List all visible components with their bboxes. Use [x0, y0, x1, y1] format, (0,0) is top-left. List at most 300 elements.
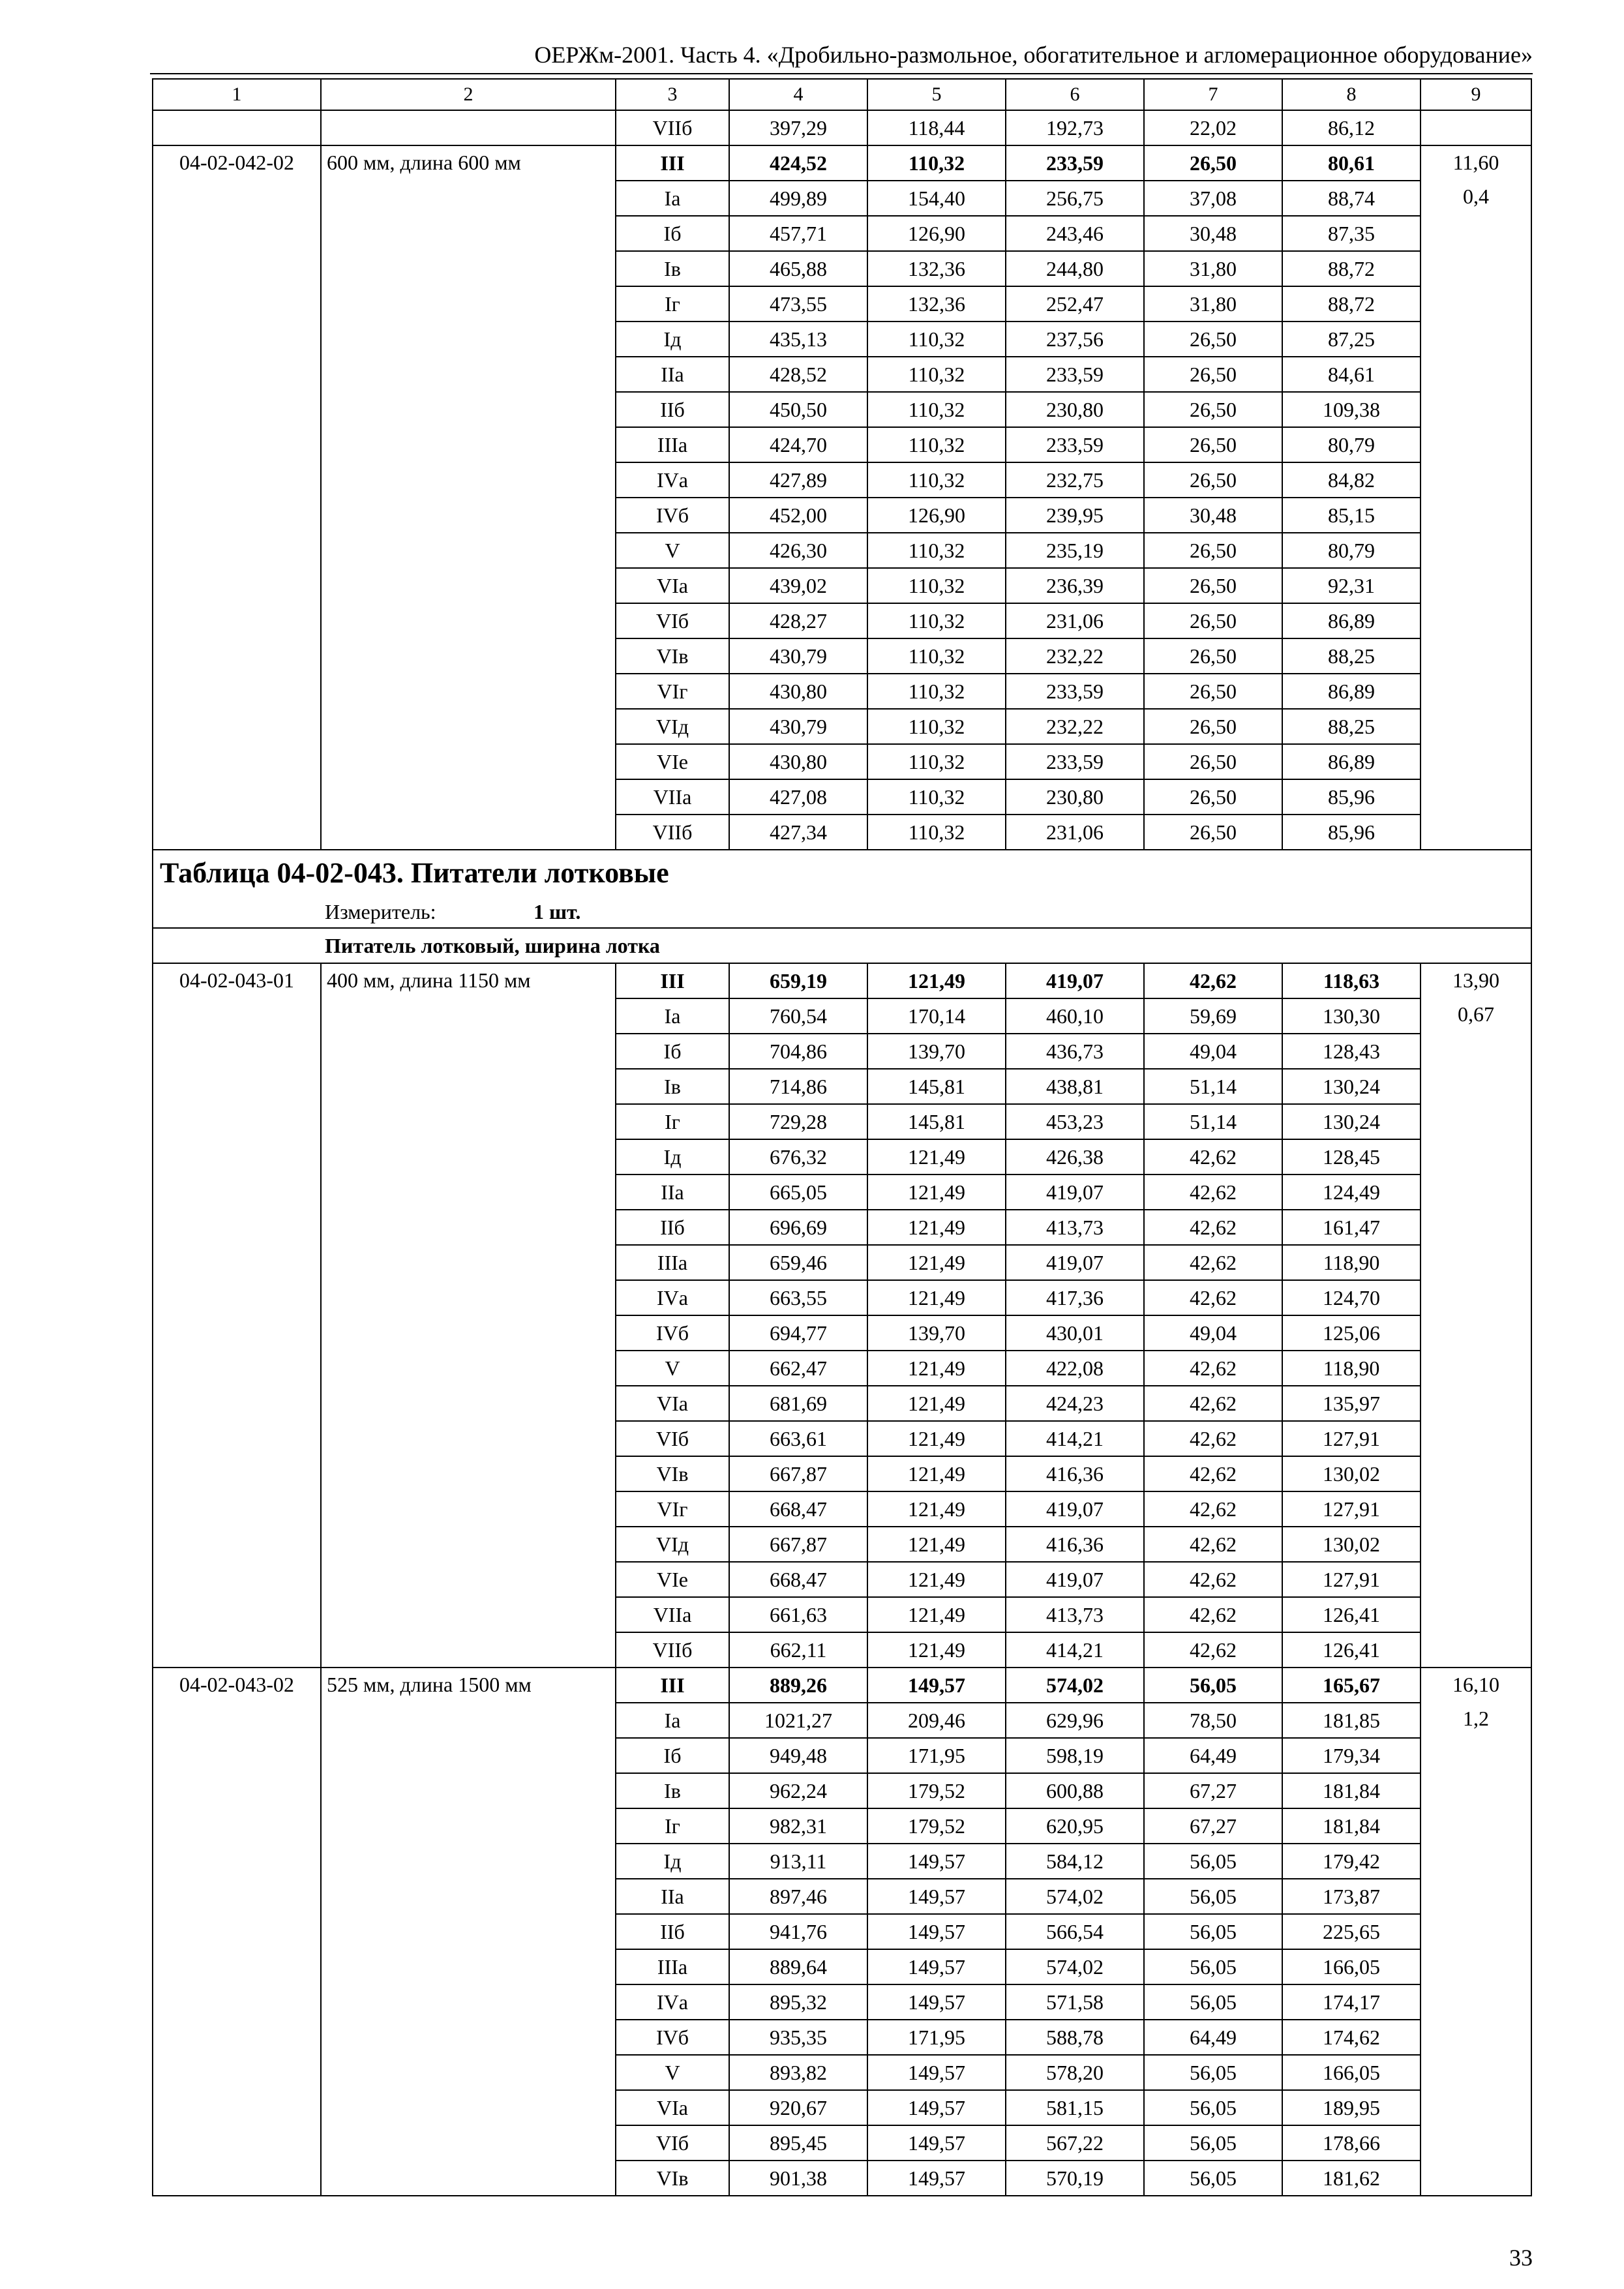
- value-cell: 26,50: [1144, 815, 1282, 850]
- zone-cell: IIб: [616, 392, 729, 427]
- value-cell: 729,28: [729, 1104, 867, 1139]
- value-cell: 31,80: [1144, 286, 1282, 322]
- value-cell: 181,84: [1282, 1773, 1421, 1808]
- value-cell: 696,69: [729, 1210, 867, 1245]
- value-cell: 49,04: [1144, 1034, 1282, 1069]
- value-cell: 51,14: [1144, 1104, 1282, 1139]
- value-cell: 51,14: [1144, 1069, 1282, 1104]
- value-cell: 166,05: [1282, 1949, 1421, 1984]
- value-cell: 179,52: [867, 1808, 1006, 1844]
- zone-cell: Iг: [616, 286, 729, 322]
- value-cell: 424,23: [1006, 1386, 1144, 1421]
- value-cell: 26,50: [1144, 145, 1282, 181]
- value-cell: 662,11: [729, 1632, 867, 1668]
- value-cell: 121,49: [867, 1386, 1006, 1421]
- value-cell: 110,32: [867, 779, 1006, 815]
- value-cell: 110,32: [867, 322, 1006, 357]
- zone-cell: Iа: [616, 998, 729, 1034]
- value-cell: 26,50: [1144, 427, 1282, 462]
- value-cell: 419,07: [1006, 963, 1144, 998]
- value-cell: 130,24: [1282, 1104, 1421, 1139]
- value-cell: 941,76: [729, 1914, 867, 1949]
- value-cell: 37,08: [1144, 181, 1282, 216]
- value-cell: 149,57: [867, 1949, 1006, 1984]
- zone-cell: IIIа: [616, 1245, 729, 1280]
- zone-cell: VIб: [616, 603, 729, 638]
- value-cell: 110,32: [867, 533, 1006, 568]
- value-cell: 26,50: [1144, 533, 1282, 568]
- column-number-row: [153, 79, 1531, 110]
- zone-cell: IVа: [616, 1984, 729, 2020]
- table-row: [153, 1668, 1531, 1703]
- value-cell: 121,49: [867, 1456, 1006, 1491]
- value-cell: 895,32: [729, 1984, 867, 2020]
- column-number: 2: [321, 79, 616, 110]
- value-cell: 42,62: [1144, 1386, 1282, 1421]
- meter-value: 1 шт.: [534, 900, 581, 923]
- value-cell: 714,86: [729, 1069, 867, 1104]
- zone-cell: IVб: [616, 2020, 729, 2055]
- value-cell: 694,77: [729, 1315, 867, 1351]
- value-cell: 574,02: [1006, 1949, 1144, 1984]
- value-cell: 110,32: [867, 427, 1006, 462]
- zone-cell: IIа: [616, 357, 729, 392]
- zone-cell: VIа: [616, 2090, 729, 2125]
- value-cell: 26,50: [1144, 779, 1282, 815]
- value-cell: 574,02: [1006, 1879, 1144, 1914]
- value-cell: 179,34: [1282, 1738, 1421, 1773]
- value-cell: 584,12: [1006, 1844, 1144, 1879]
- value-cell: 128,43: [1282, 1034, 1421, 1069]
- value-cell: 139,70: [867, 1034, 1006, 1069]
- value-cell: 80,61: [1282, 145, 1421, 181]
- value-cell: 889,26: [729, 1668, 867, 1703]
- value-cell: 86,89: [1282, 603, 1421, 638]
- value-cell: 430,80: [729, 744, 867, 779]
- value-cell: 413,73: [1006, 1597, 1144, 1632]
- page-number: 33: [1509, 2245, 1533, 2271]
- value-cell: 84,82: [1282, 462, 1421, 498]
- value-cell: 121,49: [867, 1351, 1006, 1386]
- group-title-row: [153, 928, 1531, 963]
- value-cell: 962,24: [729, 1773, 867, 1808]
- value-cell: 88,25: [1282, 638, 1421, 674]
- zone-cell: VIд: [616, 1527, 729, 1562]
- rates-table: [152, 78, 1532, 2196]
- zone-cell: Iв: [616, 251, 729, 286]
- value-cell: 397,29: [729, 110, 867, 145]
- value-cell: 760,54: [729, 998, 867, 1034]
- value-cell: 629,96: [1006, 1703, 1144, 1738]
- value-cell: 132,36: [867, 286, 1006, 322]
- zone-cell: Iа: [616, 181, 729, 216]
- value-cell: 620,95: [1006, 1808, 1144, 1844]
- zone-cell: IVа: [616, 1280, 729, 1315]
- value-cell: 121,49: [867, 1210, 1006, 1245]
- value-cell: 1021,27: [729, 1703, 867, 1738]
- value-cell: 426,38: [1006, 1139, 1144, 1174]
- zone-cell: VIIб: [616, 1632, 729, 1668]
- zone-cell: VIе: [616, 744, 729, 779]
- value-cell: 416,36: [1006, 1456, 1144, 1491]
- value-cell: 30,48: [1144, 216, 1282, 251]
- value-cell: 127,91: [1282, 1562, 1421, 1597]
- value-cell: 121,49: [867, 1597, 1006, 1632]
- zone-cell: IIа: [616, 1879, 729, 1914]
- value-cell: 149,57: [867, 1668, 1006, 1703]
- value-cell: 135,97: [1282, 1386, 1421, 1421]
- value-cell: 231,06: [1006, 815, 1144, 850]
- value-cell: 430,79: [729, 638, 867, 674]
- value-cell: 56,05: [1144, 1668, 1282, 1703]
- value-cell: 42,62: [1144, 1139, 1282, 1174]
- zone-cell: V: [616, 2055, 729, 2090]
- value-cell: 56,05: [1144, 1844, 1282, 1879]
- table-body-after: [153, 963, 1531, 2196]
- zone-cell: Iв: [616, 1069, 729, 1104]
- value-cell: 78,50: [1144, 1703, 1282, 1738]
- value-cell: 145,81: [867, 1104, 1006, 1139]
- value-cell: 173,87: [1282, 1879, 1421, 1914]
- value-cell: 121,49: [867, 1139, 1006, 1174]
- column-number: 4: [729, 79, 867, 110]
- rate-name-cell: 600 мм, длина 600 мм: [321, 145, 616, 850]
- value-cell: 920,67: [729, 2090, 867, 2125]
- value-cell: 121,49: [867, 1245, 1006, 1280]
- value-cell: 416,36: [1006, 1527, 1144, 1562]
- value-cell: 56,05: [1144, 1914, 1282, 1949]
- value-cell: 232,22: [1006, 709, 1144, 744]
- value-cell: 124,49: [1282, 1174, 1421, 1210]
- value-cell: 86,89: [1282, 674, 1421, 709]
- extra-value: 1,2: [1463, 1707, 1489, 1730]
- value-cell: 189,95: [1282, 2090, 1421, 2125]
- zone-cell: Iг: [616, 1808, 729, 1844]
- value-cell: 64,49: [1144, 2020, 1282, 2055]
- value-cell: 126,90: [867, 498, 1006, 533]
- rate-name-cell: [321, 110, 616, 145]
- zone-cell: Iб: [616, 1034, 729, 1069]
- value-cell: 80,79: [1282, 427, 1421, 462]
- value-cell: 85,15: [1282, 498, 1421, 533]
- value-cell: 659,19: [729, 963, 867, 998]
- group-title: Питатель лотковый, ширина лотка: [325, 934, 660, 957]
- value-cell: 704,86: [729, 1034, 867, 1069]
- value-cell: 165,67: [1282, 1668, 1421, 1703]
- value-cell: 567,22: [1006, 2125, 1144, 2161]
- value-cell: 124,70: [1282, 1280, 1421, 1315]
- table-row: [153, 963, 1531, 998]
- extra-value: 0,4: [1463, 185, 1489, 208]
- value-cell: 178,66: [1282, 2125, 1421, 2161]
- value-cell: 588,78: [1006, 2020, 1144, 2055]
- value-cell: 86,12: [1282, 110, 1421, 145]
- column-number: 5: [867, 79, 1006, 110]
- value-cell: 901,38: [729, 2161, 867, 2196]
- value-cell: 88,72: [1282, 251, 1421, 286]
- value-cell: 417,36: [1006, 1280, 1144, 1315]
- value-cell: 42,62: [1144, 1632, 1282, 1668]
- value-cell: 192,73: [1006, 110, 1144, 145]
- extra-value: 0,67: [1458, 1002, 1494, 1026]
- value-cell: 225,65: [1282, 1914, 1421, 1949]
- value-cell: 419,07: [1006, 1562, 1144, 1597]
- value-cell: 42,62: [1144, 1597, 1282, 1632]
- value-cell: 42,62: [1144, 1562, 1282, 1597]
- value-cell: 56,05: [1144, 2125, 1282, 2161]
- value-cell: 139,70: [867, 1315, 1006, 1351]
- zone-cell: Iд: [616, 1844, 729, 1879]
- value-cell: 578,20: [1006, 2055, 1144, 2090]
- rate-code-cell: [153, 110, 321, 145]
- zone-cell: V: [616, 533, 729, 568]
- value-cell: 243,46: [1006, 216, 1144, 251]
- value-cell: 453,23: [1006, 1104, 1144, 1139]
- value-cell: 239,95: [1006, 498, 1144, 533]
- value-cell: 110,32: [867, 357, 1006, 392]
- value-cell: 128,45: [1282, 1139, 1421, 1174]
- zone-cell: IIб: [616, 1914, 729, 1949]
- value-cell: 171,95: [867, 1738, 1006, 1773]
- value-cell: 85,96: [1282, 779, 1421, 815]
- value-cell: 166,05: [1282, 2055, 1421, 2090]
- zone-cell: Iв: [616, 1773, 729, 1808]
- value-cell: 435,13: [729, 322, 867, 357]
- value-cell: 154,40: [867, 181, 1006, 216]
- value-cell: 473,55: [729, 286, 867, 322]
- value-cell: 42,62: [1144, 1456, 1282, 1491]
- value-cell: 181,85: [1282, 1703, 1421, 1738]
- value-cell: 230,80: [1006, 779, 1144, 815]
- value-cell: 127,91: [1282, 1421, 1421, 1456]
- value-cell: 42,62: [1144, 1421, 1282, 1456]
- zone-cell: IIа: [616, 1174, 729, 1210]
- column-number: 3: [616, 79, 729, 110]
- value-cell: 126,41: [1282, 1632, 1421, 1668]
- rate-name-cell: 525 мм, длина 1500 мм: [321, 1668, 616, 2196]
- table-row: [153, 145, 1531, 181]
- value-cell: 88,25: [1282, 709, 1421, 744]
- value-cell: 566,54: [1006, 1914, 1144, 1949]
- section-title: Таблица 04-02-043. Питатели лотковые: [153, 850, 1531, 896]
- value-cell: 181,84: [1282, 1808, 1421, 1844]
- value-cell: 110,32: [867, 568, 1006, 603]
- value-cell: 110,32: [867, 462, 1006, 498]
- value-cell: 26,50: [1144, 744, 1282, 779]
- value-cell: 424,52: [729, 145, 867, 181]
- value-cell: 149,57: [867, 1914, 1006, 1949]
- value-cell: 426,30: [729, 533, 867, 568]
- value-cell: 236,39: [1006, 568, 1144, 603]
- zone-cell: VIIб: [616, 110, 729, 145]
- value-cell: 663,61: [729, 1421, 867, 1456]
- zone-cell: VIе: [616, 1562, 729, 1597]
- value-cell: 121,49: [867, 1632, 1006, 1668]
- value-cell: 913,11: [729, 1844, 867, 1879]
- value-cell: 181,62: [1282, 2161, 1421, 2196]
- value-cell: 457,71: [729, 216, 867, 251]
- value-cell: 600,88: [1006, 1773, 1144, 1808]
- value-cell: 26,50: [1144, 638, 1282, 674]
- value-cell: 132,36: [867, 251, 1006, 286]
- value-cell: 231,06: [1006, 603, 1144, 638]
- value-cell: 56,05: [1144, 1879, 1282, 1914]
- value-cell: 88,72: [1282, 286, 1421, 322]
- value-cell: 430,01: [1006, 1315, 1144, 1351]
- zone-cell: VIа: [616, 568, 729, 603]
- value-cell: 42,62: [1144, 1351, 1282, 1386]
- value-cell: 110,32: [867, 709, 1006, 744]
- value-cell: 56,05: [1144, 2090, 1282, 2125]
- value-cell: 174,17: [1282, 1984, 1421, 2020]
- value-cell: 430,79: [729, 709, 867, 744]
- zone-cell: IVб: [616, 498, 729, 533]
- value-cell: 161,47: [1282, 1210, 1421, 1245]
- column-number: 1: [153, 79, 321, 110]
- value-cell: 676,32: [729, 1139, 867, 1174]
- running-header: ОЕРЖм-2001. Часть 4. «Дробильно-размольное, обогатительное и агломерационное оборудование»: [534, 42, 1533, 68]
- value-cell: 88,74: [1282, 181, 1421, 216]
- value-cell: 949,48: [729, 1738, 867, 1773]
- value-cell: 42,62: [1144, 1174, 1282, 1210]
- value-cell: 574,02: [1006, 1668, 1144, 1703]
- zone-cell: VIIб: [616, 815, 729, 850]
- value-cell: 436,73: [1006, 1034, 1144, 1069]
- extra-cell: [1421, 1668, 1531, 2196]
- value-cell: 233,59: [1006, 674, 1144, 709]
- value-cell: 233,59: [1006, 357, 1144, 392]
- value-cell: 413,73: [1006, 1210, 1144, 1245]
- table-043-heading: [153, 850, 1531, 963]
- value-cell: 174,62: [1282, 2020, 1421, 2055]
- value-cell: 42,62: [1144, 963, 1282, 998]
- value-cell: 130,30: [1282, 998, 1421, 1034]
- meter-label: Измеритель:: [325, 900, 436, 923]
- extra-cell: [1421, 145, 1531, 850]
- value-cell: 59,69: [1144, 998, 1282, 1034]
- zone-cell: VIв: [616, 638, 729, 674]
- rate-code-cell: 04-02-042-02: [153, 145, 321, 850]
- zone-cell: Iд: [616, 1139, 729, 1174]
- zone-cell: VIб: [616, 1421, 729, 1456]
- value-cell: 110,32: [867, 392, 1006, 427]
- zone-cell: Iб: [616, 216, 729, 251]
- value-cell: 130,24: [1282, 1069, 1421, 1104]
- zone-cell: III: [616, 963, 729, 998]
- rate-code-cell: 04-02-043-02: [153, 1668, 321, 2196]
- zone-cell: IIб: [616, 1210, 729, 1245]
- meter-cell: [153, 896, 1531, 928]
- value-cell: 121,49: [867, 1280, 1006, 1315]
- value-cell: 659,46: [729, 1245, 867, 1280]
- zone-cell: IVа: [616, 462, 729, 498]
- value-cell: 665,05: [729, 1174, 867, 1210]
- value-cell: 430,80: [729, 674, 867, 709]
- zone-cell: Iг: [616, 1104, 729, 1139]
- value-cell: 121,49: [867, 1491, 1006, 1527]
- extra-cell: [1421, 110, 1531, 145]
- value-cell: 121,49: [867, 963, 1006, 998]
- table-row: [153, 110, 1531, 145]
- value-cell: 667,87: [729, 1527, 867, 1562]
- value-cell: 118,63: [1282, 963, 1421, 998]
- value-cell: 149,57: [867, 1984, 1006, 2020]
- value-cell: 126,90: [867, 216, 1006, 251]
- value-cell: 439,02: [729, 568, 867, 603]
- value-cell: 419,07: [1006, 1491, 1144, 1527]
- value-cell: 424,70: [729, 427, 867, 462]
- value-cell: 80,79: [1282, 533, 1421, 568]
- value-cell: 26,50: [1144, 674, 1282, 709]
- value-cell: 171,95: [867, 2020, 1006, 2055]
- value-cell: 893,82: [729, 2055, 867, 2090]
- value-cell: 130,02: [1282, 1456, 1421, 1491]
- value-cell: 428,27: [729, 603, 867, 638]
- rate-code-cell: 04-02-043-01: [153, 963, 321, 1668]
- extra-value: 11,60: [1452, 151, 1499, 174]
- value-cell: 121,49: [867, 1527, 1006, 1562]
- value-cell: 118,90: [1282, 1351, 1421, 1386]
- value-cell: 84,61: [1282, 357, 1421, 392]
- value-cell: 110,32: [867, 674, 1006, 709]
- zone-cell: VIг: [616, 674, 729, 709]
- value-cell: 149,57: [867, 2125, 1006, 2161]
- zone-cell: IIIа: [616, 427, 729, 462]
- value-cell: 121,49: [867, 1421, 1006, 1456]
- value-cell: 233,59: [1006, 427, 1144, 462]
- value-cell: 895,45: [729, 2125, 867, 2161]
- value-cell: 419,07: [1006, 1245, 1144, 1280]
- value-cell: 465,88: [729, 251, 867, 286]
- value-cell: 86,89: [1282, 744, 1421, 779]
- zone-cell: VIIа: [616, 779, 729, 815]
- value-cell: 31,80: [1144, 251, 1282, 286]
- value-cell: 121,49: [867, 1174, 1006, 1210]
- zone-cell: Iа: [616, 1703, 729, 1738]
- zone-cell: VIа: [616, 1386, 729, 1421]
- zone-cell: III: [616, 145, 729, 181]
- column-number: 7: [1144, 79, 1282, 110]
- column-number: 9: [1421, 79, 1531, 110]
- value-cell: 681,69: [729, 1386, 867, 1421]
- value-cell: 118,44: [867, 110, 1006, 145]
- value-cell: 460,10: [1006, 998, 1144, 1034]
- value-cell: 26,50: [1144, 392, 1282, 427]
- value-cell: 26,50: [1144, 322, 1282, 357]
- value-cell: 668,47: [729, 1491, 867, 1527]
- value-cell: 452,00: [729, 498, 867, 533]
- rate-name-cell: 400 мм, длина 1150 мм: [321, 963, 616, 1668]
- value-cell: 22,02: [1144, 110, 1282, 145]
- value-cell: 232,75: [1006, 462, 1144, 498]
- value-cell: 252,47: [1006, 286, 1144, 322]
- value-cell: 581,15: [1006, 2090, 1144, 2125]
- column-number: 6: [1006, 79, 1144, 110]
- value-cell: 26,50: [1144, 357, 1282, 392]
- value-cell: 237,56: [1006, 322, 1144, 357]
- column-number: 8: [1282, 79, 1421, 110]
- value-cell: 667,87: [729, 1456, 867, 1491]
- value-cell: 232,22: [1006, 638, 1144, 674]
- zone-cell: IVб: [616, 1315, 729, 1351]
- value-cell: 179,52: [867, 1773, 1006, 1808]
- zone-cell: VIг: [616, 1491, 729, 1527]
- value-cell: 209,46: [867, 1703, 1006, 1738]
- value-cell: 56,05: [1144, 2161, 1282, 2196]
- value-cell: 110,32: [867, 603, 1006, 638]
- zone-cell: VIд: [616, 709, 729, 744]
- value-cell: 130,02: [1282, 1527, 1421, 1562]
